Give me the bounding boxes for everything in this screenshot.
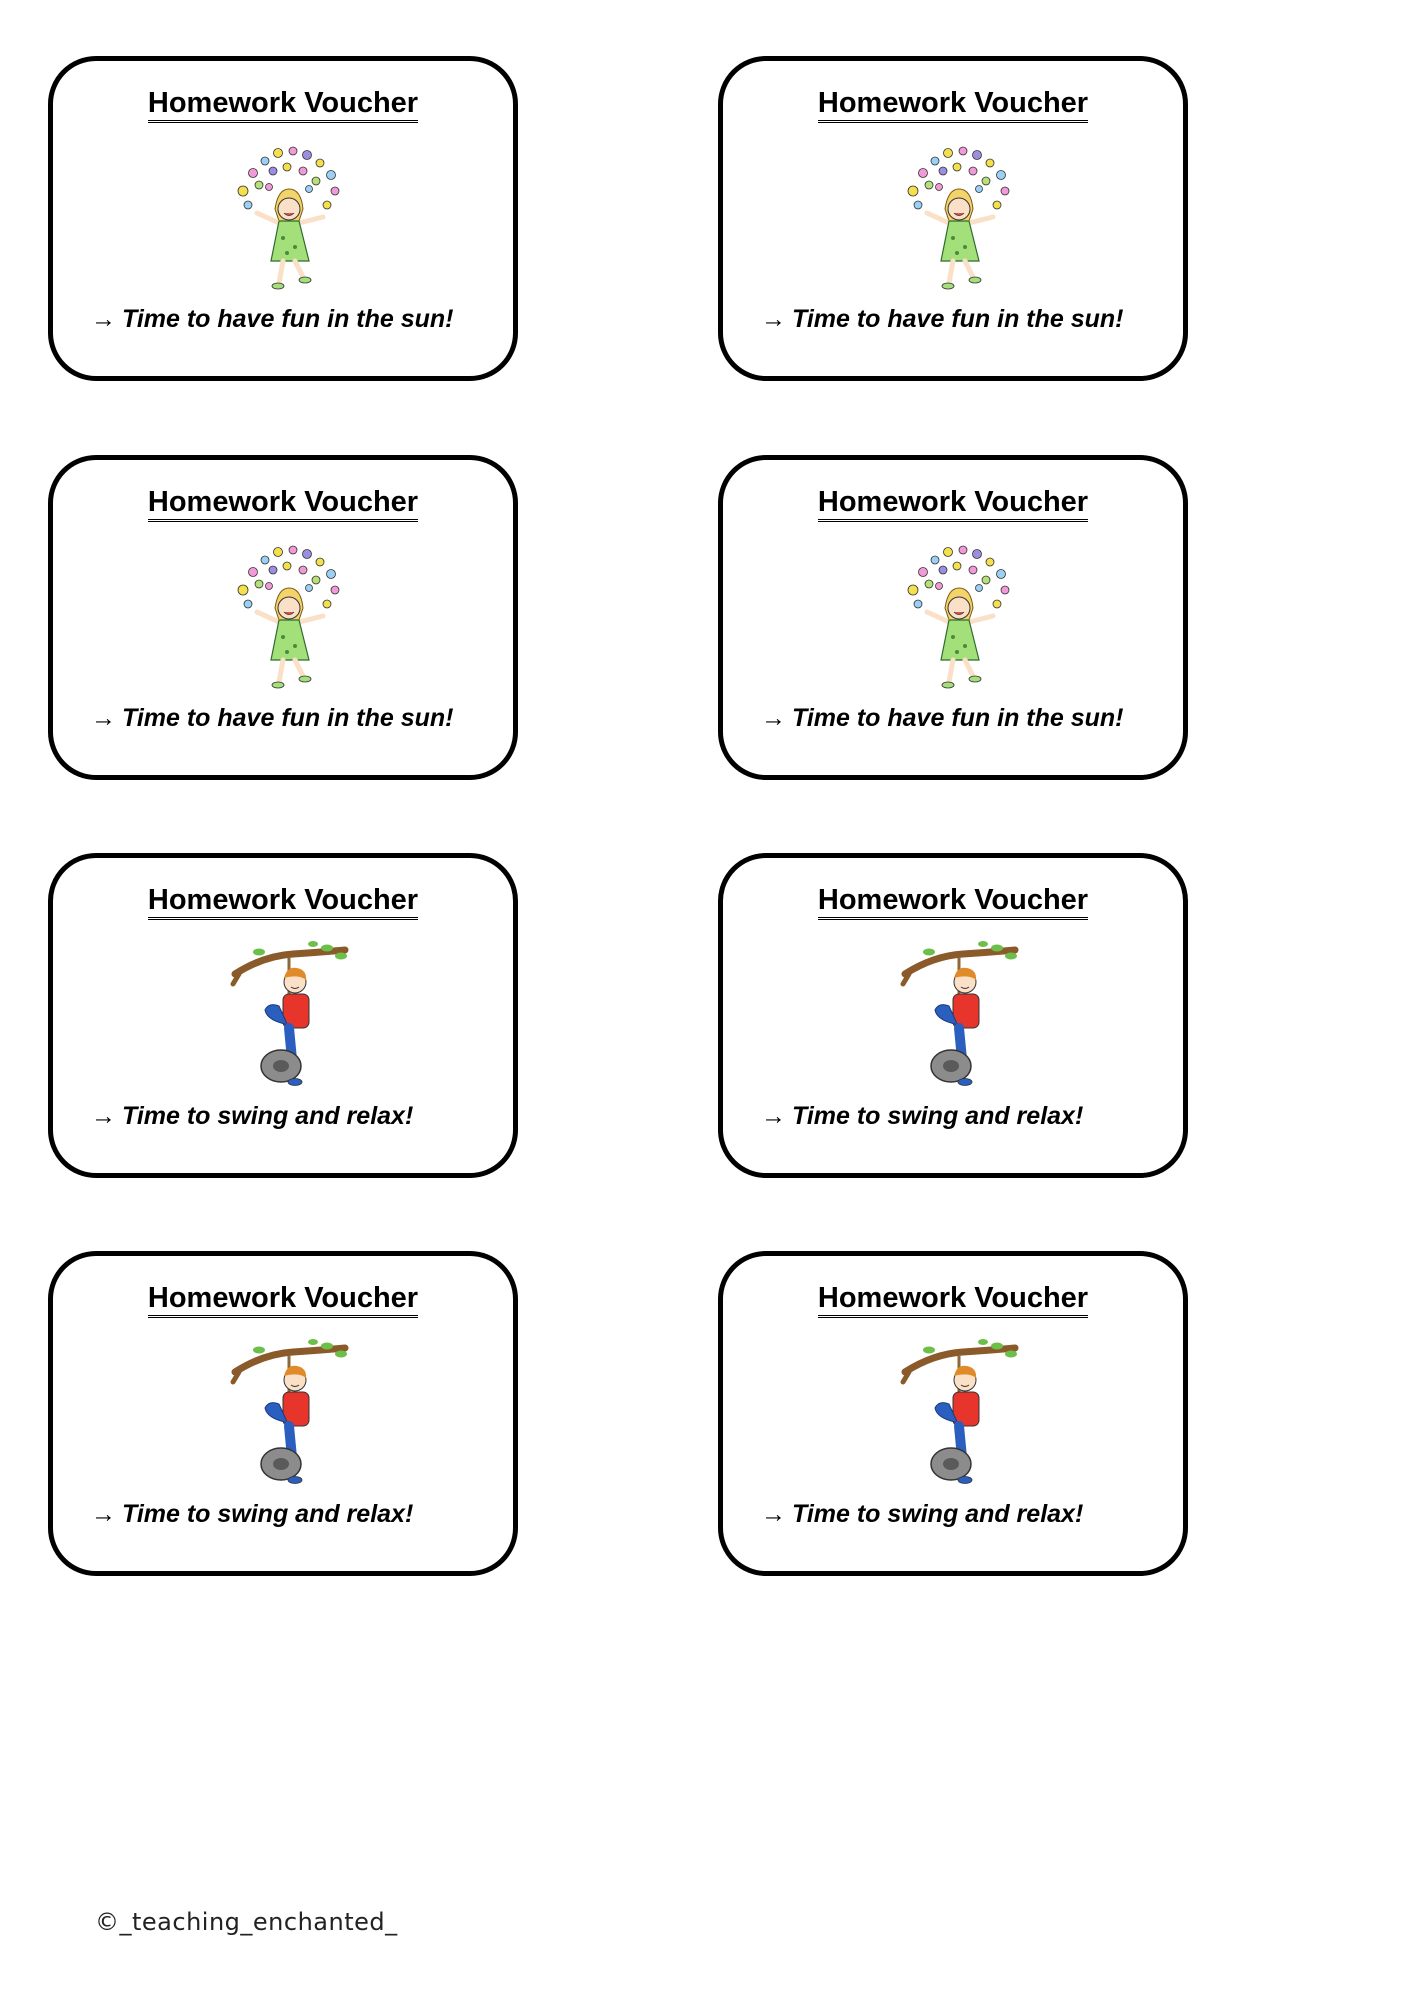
girl-with-flowers-illustration — [893, 143, 1023, 298]
homework-voucher-card — [718, 56, 1188, 381]
voucher-title: Homework Voucher — [148, 87, 418, 123]
homework-voucher-card — [48, 455, 518, 780]
arrow-right-icon: → — [761, 704, 786, 732]
voucher-message: Time to swing and relax! — [792, 1102, 1084, 1130]
homework-voucher-card — [48, 853, 518, 1178]
voucher-title: Homework Voucher — [818, 1282, 1088, 1318]
voucher-title: Homework Voucher — [818, 884, 1088, 920]
homework-voucher-card — [718, 455, 1188, 780]
arrow-right-icon: → — [91, 1500, 116, 1528]
arrow-right-icon: → — [91, 305, 116, 333]
boy-on-tire-swing-illustration — [893, 1338, 1023, 1493]
voucher-title: Homework Voucher — [818, 486, 1088, 522]
voucher-title: Homework Voucher — [148, 884, 418, 920]
boy-on-tire-swing-illustration — [893, 940, 1023, 1095]
arrow-right-icon: → — [761, 305, 786, 333]
boy-on-tire-swing-illustration — [223, 940, 353, 1095]
arrow-right-icon: → — [761, 1102, 786, 1130]
girl-with-flowers-illustration — [223, 542, 353, 697]
homework-voucher-card — [48, 1251, 518, 1576]
girl-with-flowers-illustration — [893, 542, 1023, 697]
copyright-footer — [95, 1908, 398, 1936]
voucher-message: Time to swing and relax! — [792, 1500, 1084, 1528]
voucher-title: Homework Voucher — [148, 486, 418, 522]
copyright-symbol: © — [95, 1908, 120, 1936]
boy-on-tire-swing-illustration — [223, 1338, 353, 1493]
arrow-right-icon: → — [761, 1500, 786, 1528]
voucher-message: Time to swing and relax! — [122, 1102, 414, 1130]
voucher-message: Time to have fun in the sun! — [122, 305, 454, 333]
homework-voucher-card — [718, 1251, 1188, 1576]
voucher-message: Time to swing and relax! — [122, 1500, 414, 1528]
voucher-message: Time to have fun in the sun! — [122, 704, 454, 732]
voucher-title: Homework Voucher — [818, 87, 1088, 123]
voucher-message: Time to have fun in the sun! — [792, 704, 1124, 732]
arrow-right-icon: → — [91, 704, 116, 732]
voucher-message: Time to have fun in the sun! — [792, 305, 1124, 333]
arrow-right-icon: → — [91, 1102, 116, 1130]
voucher-title: Homework Voucher — [148, 1282, 418, 1318]
homework-voucher-card — [48, 56, 518, 381]
girl-with-flowers-illustration — [223, 143, 353, 298]
footer-credit: _teaching_enchanted_ — [119, 1908, 398, 1936]
homework-voucher-card — [718, 853, 1188, 1178]
